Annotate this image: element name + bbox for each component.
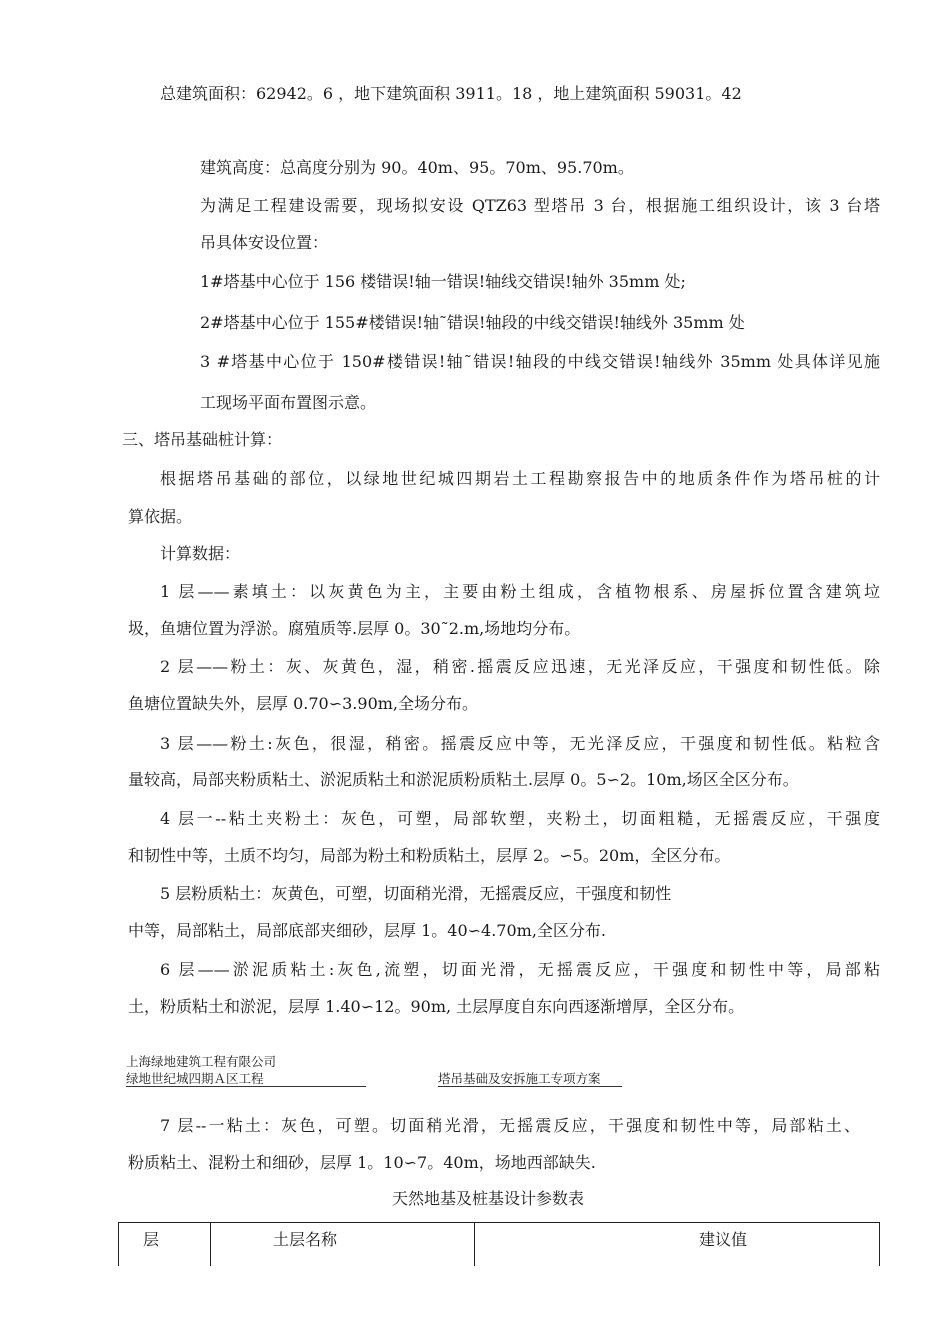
text-line: 算依据。 (128, 507, 193, 526)
section-heading: 三、塔吊基础桩计算： (122, 430, 283, 449)
table-header-soil-name: 土层名称 (211, 1223, 475, 1267)
text-line: 根据塔吊基础的部位，以绿地世纪城四期岩土工程勘察报告中的地质条件作为塔吊桩的计 (160, 469, 880, 488)
header-underline (126, 1086, 366, 1087)
text-line: 建筑高度：总高度分别为 90。40m、95。70m、95.70m。 (200, 158, 634, 177)
company-name: 上海绿地建筑工程有限公司 (126, 1054, 277, 1069)
table-header-recommended: 建议值 (475, 1223, 880, 1267)
text-line: 计算数据： (160, 544, 241, 563)
text-line: 4 层一--粘土夹粉土：灰色，可塑，局部软塑，夹粉土，切面粗糙，无摇震反应，干强度 (160, 809, 880, 828)
table-header-row (119, 1223, 880, 1267)
text-line: 吊具体安设位置： (200, 233, 329, 252)
text-line: 2 层——粉土：灰、灰黄色，湿，稍密.摇震反应迅速，无光泽反应，干强度和韧性低。除 (160, 657, 880, 676)
text-line: 圾，鱼塘位置为浮淤。腐殖质等.层厚 0。30˜2.m,场地均分布。 (128, 619, 581, 638)
text-line: 3 层——粉土:灰色，很湿，稍密。摇震反应中等，无光泽反应，干强度和韧性低。粘粒含 (160, 734, 880, 753)
soil-parameter-table (118, 1222, 880, 1266)
table-title: 天然地基及桩基设计参数表 (392, 1189, 585, 1208)
project-name: 绿地世纪城四期Ａ区工程 (126, 1071, 264, 1086)
text-line: 鱼塘位置缺失外，层厚 0.70∽3.90m,全场分布。 (128, 694, 479, 713)
text-line: 和韧性中等，土质不均匀，局部为粉土和粉质粘土，层厚 2。∽5。20m，全区分布。 (128, 846, 731, 865)
text-line: 7 层--一粘土：灰色，可塑。切面稍光滑，无摇震反应，干强度和韧性中等，局部粘土、 (160, 1116, 860, 1135)
text-line: 量较高，局部夹粉质粘土、淤泥质粘土和淤泥质粉质粘土.层厚 0。5∽2。10m,场区全区分布。 (128, 770, 799, 789)
text-line: 为满足工程建设需要，现场拟安设 QTZ63 型塔吊 3 台，根据施工组织设计，该 3 台塔 (200, 196, 880, 215)
text-line: 1#塔基中心位于 156 楼错误!轴一错误!轴线交错误!轴外 35mm 处; (200, 272, 686, 291)
text-line: 1 层——素填土：以灰黄色为主，主要由粉土组成，含植物根系、房屋拆位置含建筑垃 (160, 582, 880, 601)
text-line: 土，粉质粘土和淤泥，层厚 1.40∽12。90m, 土层厚度自东向西逐渐增厚，全区分布。 (128, 997, 745, 1016)
text-line: 6 层——淤泥质粘土:灰色,流塑，切面光滑，无摇震反应，干强度和韧性中等，局部粘 (160, 960, 880, 979)
text-line: 5 层粉质粘土：灰黄色，可塑，切面稍光滑，无摇震反应，干强度和韧性 (160, 884, 672, 903)
text-line: 中等，局部粘土，局部底部夹细砂，层厚 1。40∽4.70m,全区分布. (128, 921, 607, 940)
text-line: 工现场平面布置图示意。 (200, 393, 377, 412)
text-line: 3 #塔基中心位于 150#楼错误!轴˜错误!轴段的中线交错误!轴线外 35mm 处具体详见施 (200, 352, 880, 371)
title-underline (438, 1086, 622, 1087)
text-line: 粉质粘土、混粉土和细砂，层厚 1。10∽7。40m，场地西部缺失. (128, 1153, 596, 1172)
table-header-layer: 层 (119, 1223, 211, 1267)
text-line: 总建筑面积：62942。6 ，地下建筑面积 3911。18 ，地上建筑面积 59031。42 (160, 84, 742, 103)
text-line: 2#塔基中心位于 155#楼错误!轴˜错误!轴段的中线交错误!轴线外 35mm 处 (200, 313, 745, 332)
document-title: 塔吊基础及安拆施工专项方案 (438, 1071, 601, 1086)
